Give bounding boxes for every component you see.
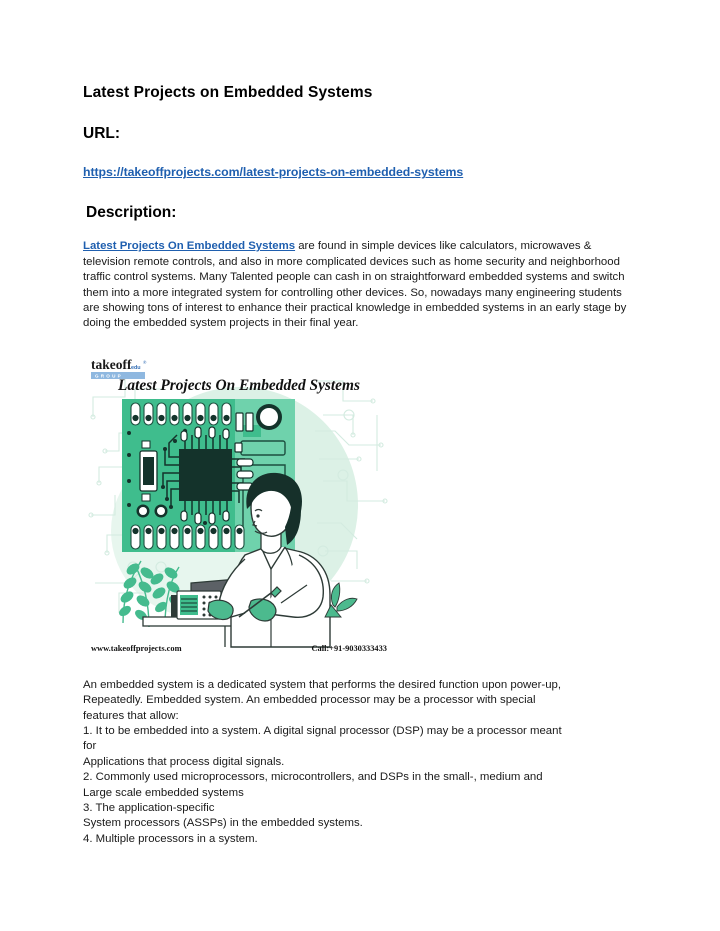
bottom-line: Applications that process digital signals. [83, 755, 285, 768]
logo-brand-text: takeoff [91, 356, 132, 372]
bottom-line: 3. The application-specific [83, 802, 215, 815]
bottom-line: Repeatedly. Embedded system. An embedded processor may be a processor with special [83, 694, 536, 707]
bottom-line: 2. Commonly used microprocessors, microcontrollers, and DSPs in the small-, medium and [83, 771, 543, 784]
description-paragraph [83, 239, 637, 331]
inline-project-link[interactable]: Latest Projects On Embedded Systems [83, 240, 296, 253]
bottom-text-block [83, 678, 637, 847]
illustration-footer-website: www.takeoffprojects.com [91, 643, 182, 653]
bottom-line: 4. Multiple processors in a system. [83, 832, 258, 845]
illustration-heading: Latest Projects On Embedded Systems [118, 376, 360, 394]
bottom-line: for [83, 740, 97, 753]
url-label: URL: [83, 125, 121, 143]
bottom-line: 1. It to be embedded into a system. A digital signal processor (DSP) may be a processor meant [83, 725, 562, 738]
description-label: Description: [86, 204, 177, 222]
illustration-svg [85, 355, 393, 661]
bottom-line: An embedded system is a dedicated system that performs the desired function upon power-up, [83, 678, 562, 691]
logo-registered-mark: ® [143, 359, 147, 365]
logo-group-text: GROUP [95, 373, 123, 379]
description-body: are found in simple devices like calculators, microwaves & television remote controls, and also in more complicated devices such as home security and neighborhood traffic control systems. Many Talented people can cash in on straightforward embedded systems and switch them into a more integrated system for controlling other devices. So, nowadays many engineering students are showing tons of interest to enhance their practical knowledge in embedded systems in an early stage by doing the embedded system projects in their final year. [83, 240, 627, 330]
illustration-footer-phone: Call:+91-9030333433 [311, 643, 387, 653]
project-url-link[interactable]: https://takeoffprojects.com/latest-projects-on-embedded-systems [83, 165, 464, 180]
embedded-systems-illustration [85, 355, 393, 661]
logo-sub-text: edu [131, 364, 141, 371]
mounting-hole [256, 404, 282, 430]
bottom-line: Large scale embedded systems [83, 786, 244, 799]
bottom-line: System processors (ASSPs) in the embedded systems. [83, 817, 363, 830]
board-bottom-connectors [131, 525, 244, 549]
bottom-line: features that allow: [83, 709, 179, 722]
page-title: Latest Projects on Embedded Systems [83, 84, 373, 101]
document-content [83, 83, 637, 847]
